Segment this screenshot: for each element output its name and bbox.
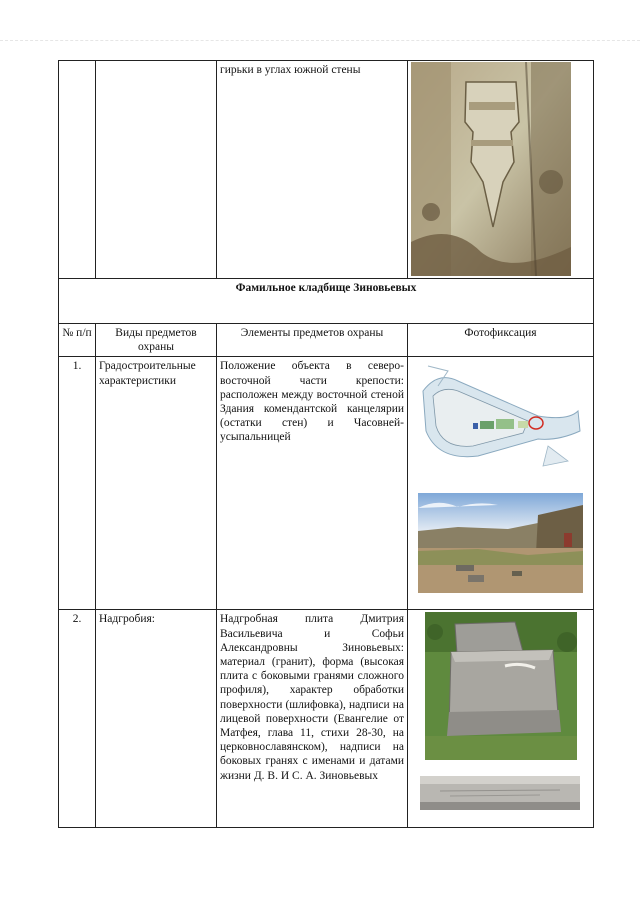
scan-edge-line [0,40,640,41]
cell-photo [408,610,594,828]
gravestone-side-photo [420,776,580,810]
cell-type [96,61,217,279]
cell-photo [408,61,594,279]
section-row [59,279,594,324]
header-photo: Фотофиксация [408,324,594,357]
cell-num [59,61,96,279]
header-num: № п/п [59,324,96,357]
header-element: Элементы предметов охраны [217,324,408,357]
wall-corner-photo [411,62,571,276]
cemetery-ruins-photo [418,493,583,593]
section-title: Фамильное кладбище Зиновьевых [59,279,594,324]
header-row [59,324,594,357]
cell-num: 2. [59,610,96,828]
protection-items-table [58,60,594,828]
cell-element: Положение объекта в северо-восточной части крепости: расположен между восточной стеной Здания комендантской канцелярии (остатки стен) и Часовней-усыпальницей [217,357,408,610]
cell-element: Надгробная плита Дмитрия Васильевича и Софьи Александровны Зиновьевых: материал (гранит), форма (высокая плита с боковыми гранями сложного профиля), характер обработки поверхности (шлифовка), надписи на лицевой поверхности (Евангелие от Матфея, глава 11, стихи 28-30, на церковнославянском), надписи на боковых гранях с именами и датами жизни Д. В. И С. А. Зиновьевых [217,610,408,828]
cell-type: Надгробия: [96,610,217,828]
header-type: Виды предметов охраны [96,324,217,357]
cell-num: 1. [59,357,96,610]
cell-element: гирьки в углах южной стены [217,61,408,279]
table-row [59,610,594,828]
site-plan-map [418,361,583,471]
cell-photo [408,357,594,610]
cell-type: Градостроительные характеристики [96,357,217,610]
gravestone-photo [425,612,577,760]
table-row [59,357,594,610]
table-row-continued [59,61,594,279]
